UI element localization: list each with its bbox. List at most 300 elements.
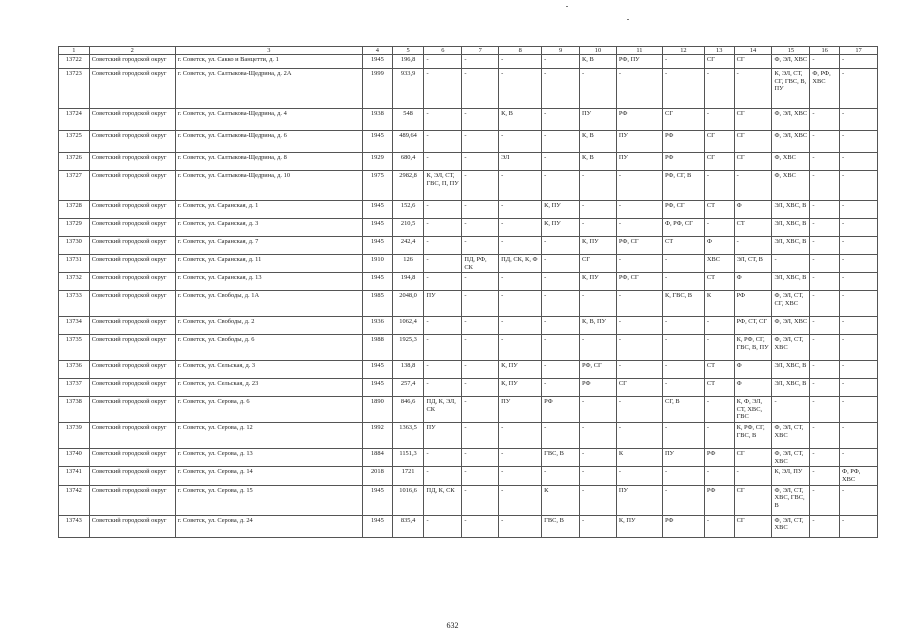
table-cell: - (840, 237, 878, 255)
table-cell: 933,9 (392, 69, 424, 109)
table-row (59, 379, 878, 397)
table-cell: 13737 (59, 379, 90, 397)
table-cell: Советский городской округ (89, 171, 175, 201)
table-cell: - (662, 361, 704, 379)
table-cell: - (662, 335, 704, 361)
table-cell: 1945 (363, 515, 393, 537)
table-cell: - (542, 273, 580, 291)
table-cell: - (704, 467, 734, 485)
table-cell: - (542, 109, 580, 131)
table-cell: СГ, В (662, 397, 704, 423)
table-cell: ПУ (424, 423, 462, 449)
table-row (59, 237, 878, 255)
table-cell: К (616, 449, 662, 467)
table-cell: - (810, 317, 840, 335)
table-cell: Ф, ЭЛ, СТ, ХВС (772, 335, 810, 361)
table-cell: - (499, 423, 542, 449)
table-cell: 846,6 (392, 397, 424, 423)
table-cell: К, ПУ (580, 237, 617, 255)
table-cell: - (662, 273, 704, 291)
table-cell: Советский городской округ (89, 515, 175, 537)
table-cell: 13723 (59, 69, 90, 109)
table-cell: СТ (704, 273, 734, 291)
table-cell: СГ (734, 515, 772, 537)
table-cell: 13731 (59, 255, 90, 273)
column-header: 14 (734, 47, 772, 55)
table-cell: Советский городской округ (89, 485, 175, 515)
table-cell: Ф, ХВС (772, 153, 810, 171)
table-cell: 13742 (59, 485, 90, 515)
table-cell: г. Советск, ул. Серова, д. 13 (175, 449, 362, 467)
table-cell: - (424, 361, 462, 379)
table-cell: - (810, 449, 840, 467)
table-cell: - (840, 171, 878, 201)
table-cell: К, ПУ (542, 201, 580, 219)
table-cell: - (499, 317, 542, 335)
table-cell: - (542, 171, 580, 201)
table-cell: - (662, 55, 704, 69)
table-cell: - (424, 219, 462, 237)
table-cell: ГВС, В (542, 449, 580, 467)
table-cell: - (704, 423, 734, 449)
table-cell: 242,4 (392, 237, 424, 255)
table-cell: г. Советск, ул. Серова, д. 14 (175, 467, 362, 485)
table-cell: 1910 (363, 255, 393, 273)
table-cell: - (810, 291, 840, 317)
column-header: 5 (392, 47, 424, 55)
table-cell: г. Советск, ул. Сельская, д. 23 (175, 379, 362, 397)
table-cell: - (704, 515, 734, 537)
table-cell: - (424, 55, 462, 69)
table-cell: - (616, 219, 662, 237)
table-cell: К, В (580, 153, 617, 171)
table-cell: - (810, 237, 840, 255)
table-cell: К, ПУ (542, 219, 580, 237)
table-cell: - (542, 335, 580, 361)
table-cell: 152,6 (392, 201, 424, 219)
table-cell: г. Советск, ул. Серова, д. 15 (175, 485, 362, 515)
table-cell: - (580, 449, 617, 467)
table-cell: 1929 (363, 153, 393, 171)
table-cell: Советский городской округ (89, 153, 175, 171)
table-cell: - (704, 109, 734, 131)
table-cell: ПД, К, СК (424, 485, 462, 515)
table-cell: Ф, ЭЛ, СТ, ХВС, ГВС, В (772, 485, 810, 515)
table-cell: Советский городской округ (89, 255, 175, 273)
table-cell: СГ (734, 131, 772, 153)
column-header: 2 (89, 47, 175, 55)
table-cell: - (810, 55, 840, 69)
table-cell: 489,64 (392, 131, 424, 153)
table-cell: - (810, 423, 840, 449)
table-cell: ЭЛ, ХВС, В (772, 237, 810, 255)
table-row (59, 171, 878, 201)
table-cell: - (462, 201, 499, 219)
table-cell: - (542, 361, 580, 379)
table-cell: - (734, 237, 772, 255)
table-cell: - (734, 69, 772, 109)
table-cell: РФ, СГ (616, 273, 662, 291)
table-cell: - (499, 201, 542, 219)
table-cell: - (462, 361, 499, 379)
table-cell: - (462, 131, 499, 153)
table-cell: Советский городской округ (89, 201, 175, 219)
table-cell: РФ, СГ (616, 237, 662, 255)
table-cell: г. Советск, ул. Салтыкова-Щедрина, д. 6 (175, 131, 362, 153)
table-cell: - (704, 317, 734, 335)
table-cell: РФ (662, 131, 704, 153)
table-cell: - (616, 317, 662, 335)
column-header: 3 (175, 47, 362, 55)
table-cell: г. Советск, ул. Саранская, д. 3 (175, 219, 362, 237)
table-header-row (59, 47, 878, 55)
table-cell: - (424, 109, 462, 131)
table-cell: - (810, 361, 840, 379)
table-cell: 1890 (363, 397, 393, 423)
table-cell: 1992 (363, 423, 393, 449)
table-cell: - (542, 317, 580, 335)
table-cell: г. Советск, ул. Салтыкова-Щедрина, д. 2А (175, 69, 362, 109)
table-cell: - (840, 273, 878, 291)
table-cell: - (810, 273, 840, 291)
table-cell: Ф (704, 237, 734, 255)
table-cell: - (616, 171, 662, 201)
table-cell: К, В (499, 109, 542, 131)
table-cell: 13728 (59, 201, 90, 219)
table-cell: РФ, СГ (580, 361, 617, 379)
table-cell: - (499, 273, 542, 291)
table-cell: - (616, 397, 662, 423)
table-body (59, 55, 878, 538)
table-cell: - (616, 335, 662, 361)
table-cell: 1945 (363, 201, 393, 219)
table-cell: Советский городской округ (89, 423, 175, 449)
table-cell: ПД, РФ, СК (462, 255, 499, 273)
table-cell: Советский городской округ (89, 273, 175, 291)
table-cell: - (704, 69, 734, 109)
table-cell: - (810, 485, 840, 515)
table-cell: - (810, 255, 840, 273)
table-cell: СГ (734, 109, 772, 131)
table-cell: - (424, 201, 462, 219)
table-cell: 138,8 (392, 361, 424, 379)
table-cell: - (840, 291, 878, 317)
table-cell: Ф, РФ, ХВС (810, 69, 840, 109)
table-cell: СГ (704, 55, 734, 69)
table-cell: ПУ (424, 291, 462, 317)
table-cell: ПУ (616, 485, 662, 515)
table-row (59, 255, 878, 273)
table-cell: г. Советск, ул. Сельская, д. 3 (175, 361, 362, 379)
table-cell: - (840, 515, 878, 537)
table-row (59, 273, 878, 291)
table-cell: - (810, 219, 840, 237)
table-cell: Ф (734, 201, 772, 219)
table-cell: Ф, ЭЛ, ХВС (772, 55, 810, 69)
table-cell: Ф, ЭЛ, ХВС (772, 317, 810, 335)
table-row (59, 485, 878, 515)
table-cell: 1363,5 (392, 423, 424, 449)
table-cell: - (704, 397, 734, 423)
table-cell: - (662, 317, 704, 335)
table-cell: 1936 (363, 317, 393, 335)
table-cell: 13733 (59, 291, 90, 317)
table-cell: Советский городской округ (89, 109, 175, 131)
table-cell: ЭЛ, ХВС, В (772, 219, 810, 237)
table-cell: - (499, 131, 542, 153)
table-cell: - (424, 255, 462, 273)
table-row (59, 131, 878, 153)
table-row (59, 335, 878, 361)
table-cell: - (542, 379, 580, 397)
table-cell: ПУ (662, 449, 704, 467)
table-cell: - (616, 361, 662, 379)
table-cell: - (542, 131, 580, 153)
table-row (59, 317, 878, 335)
table-cell: - (616, 201, 662, 219)
table-cell: 1945 (363, 485, 393, 515)
table-cell: 210,5 (392, 219, 424, 237)
table-cell: - (810, 335, 840, 361)
table-cell: К, В (580, 131, 617, 153)
table-row (59, 201, 878, 219)
table-cell: г. Советск, ул. Серова, д. 6 (175, 397, 362, 423)
table-cell: - (662, 379, 704, 397)
table-cell: 13727 (59, 171, 90, 201)
table-cell: - (462, 467, 499, 485)
table-cell: - (840, 423, 878, 449)
table-cell: - (499, 449, 542, 467)
table-cell: 1945 (363, 219, 393, 237)
table-cell: 257,4 (392, 379, 424, 397)
table-cell: 13743 (59, 515, 90, 537)
table-cell: - (499, 69, 542, 109)
table-cell: 1151,3 (392, 449, 424, 467)
table-cell: К, В, ПУ (580, 317, 617, 335)
table-cell: 13741 (59, 467, 90, 485)
table-cell: - (840, 255, 878, 273)
table-cell: - (462, 55, 499, 69)
table-cell: - (840, 361, 878, 379)
table-cell: - (810, 171, 840, 201)
table-cell: ПУ (499, 397, 542, 423)
table-cell: - (462, 485, 499, 515)
table-cell: ПД, СК, К, Ф (499, 255, 542, 273)
table-cell: - (499, 335, 542, 361)
table-cell: РФ (734, 291, 772, 317)
table-row (59, 467, 878, 485)
table-cell: Ф, ЭЛ, ХВС (772, 131, 810, 153)
table-cell: - (772, 255, 810, 273)
table-cell: ЭЛ, ХВС, В (772, 361, 810, 379)
table-cell: - (424, 237, 462, 255)
table-cell: - (580, 515, 617, 537)
table-cell: г. Советск, ул. Серова, д. 24 (175, 515, 362, 537)
table-cell: СТ (704, 379, 734, 397)
table-row (59, 109, 878, 131)
table-cell: 548 (392, 109, 424, 131)
table-cell: - (840, 201, 878, 219)
table-cell: - (704, 171, 734, 201)
table-cell: Советский городской округ (89, 397, 175, 423)
table-cell: - (462, 171, 499, 201)
table-row (59, 515, 878, 537)
table-cell: РФ (704, 449, 734, 467)
table-cell: - (810, 131, 840, 153)
table-cell: Ф, ЭЛ, СТ, ХВС (772, 449, 810, 467)
table-cell: Ф, ЭЛ, СТ, ХВС (772, 423, 810, 449)
table-cell: 1016,6 (392, 485, 424, 515)
table-cell: ЭЛ (499, 153, 542, 171)
table-cell: 194,8 (392, 273, 424, 291)
table-cell: - (462, 273, 499, 291)
table-cell: - (424, 69, 462, 109)
table-cell: К, ПУ (499, 361, 542, 379)
table-cell: - (662, 255, 704, 273)
table-cell: ГВС, В (542, 515, 580, 537)
table-cell: - (734, 467, 772, 485)
table-cell: СГ (580, 255, 617, 273)
table-cell: К (542, 485, 580, 515)
table-cell: - (580, 171, 617, 201)
table-cell: РФ (616, 109, 662, 131)
table-cell: Ф, ЭЛ, СТ, СГ, ХВС (772, 291, 810, 317)
table-row (59, 219, 878, 237)
table-cell: Советский городской округ (89, 291, 175, 317)
table-cell: - (580, 201, 617, 219)
table-cell: Ф (734, 361, 772, 379)
table-cell: Советский городской округ (89, 467, 175, 485)
table-cell: - (840, 335, 878, 361)
table-cell: - (580, 485, 617, 515)
table-cell: - (424, 379, 462, 397)
table-cell: - (616, 467, 662, 485)
table-cell: г. Советск, ул. Саранская, д. 13 (175, 273, 362, 291)
table-cell: СТ (734, 219, 772, 237)
table-cell: СГ (662, 109, 704, 131)
table-cell: - (616, 291, 662, 317)
table-cell: Ф (734, 273, 772, 291)
table-cell: - (462, 291, 499, 317)
table-cell: 1925,3 (392, 335, 424, 361)
table-cell: - (810, 515, 840, 537)
table-cell: - (499, 291, 542, 317)
table-cell: Советский городской округ (89, 317, 175, 335)
table-cell: ПУ (616, 131, 662, 153)
table-cell: СТ (662, 237, 704, 255)
table-cell: - (499, 219, 542, 237)
table-row (59, 55, 878, 69)
table-cell: РФ, СГ (662, 201, 704, 219)
table-cell: СГ (704, 153, 734, 171)
table-cell: - (462, 379, 499, 397)
table-cell: - (580, 467, 617, 485)
column-header: 17 (840, 47, 878, 55)
column-header: 7 (462, 47, 499, 55)
table-cell: РФ (662, 153, 704, 171)
table-cell: г. Советск, ул. Свободы, д. 6 (175, 335, 362, 361)
table-cell: - (542, 55, 580, 69)
table-cell: РФ, СТ, СГ (734, 317, 772, 335)
scan-speck (566, 6, 568, 7)
table-cell: - (810, 153, 840, 171)
table-row (59, 361, 878, 379)
table-cell: - (462, 219, 499, 237)
table-cell: ПД, К, ЭЛ, СК (424, 397, 462, 423)
table-cell: - (462, 449, 499, 467)
table-cell: г. Советск, ул. Саранская, д. 7 (175, 237, 362, 255)
column-header: 12 (662, 47, 704, 55)
table-cell: РФ, ПУ (616, 55, 662, 69)
table-cell: К (704, 291, 734, 317)
table-cell: 13740 (59, 449, 90, 467)
table-cell: 2018 (363, 467, 393, 485)
table-cell: Советский городской округ (89, 69, 175, 109)
table-cell: Ф, ЭЛ, СТ, ХВС (772, 515, 810, 537)
table-cell: Советский городской округ (89, 219, 175, 237)
table-cell: - (840, 379, 878, 397)
table-cell: 1945 (363, 55, 393, 69)
table-cell: Советский городской округ (89, 449, 175, 467)
table-cell: - (462, 397, 499, 423)
column-header: 16 (810, 47, 840, 55)
table-cell: 13736 (59, 361, 90, 379)
table-cell: 13735 (59, 335, 90, 361)
table-cell: - (499, 171, 542, 201)
table-cell: - (424, 131, 462, 153)
table-cell: - (662, 467, 704, 485)
table-cell: - (542, 467, 580, 485)
table-cell: 126 (392, 255, 424, 273)
table-cell: 1938 (363, 109, 393, 131)
table-cell: - (840, 55, 878, 69)
table-cell: - (840, 69, 878, 109)
table-cell: 1999 (363, 69, 393, 109)
column-header: 8 (499, 47, 542, 55)
table-cell: 13726 (59, 153, 90, 171)
table-cell: г. Советск, ул. Саранская, д. 11 (175, 255, 362, 273)
table-cell: 13722 (59, 55, 90, 69)
table-cell: - (810, 201, 840, 219)
table-cell: г. Советск, ул. Салтыкова-Щедрина, д. 10 (175, 171, 362, 201)
table-cell: СТ (704, 361, 734, 379)
page-number: 632 (446, 621, 459, 630)
table-cell: Ф (734, 379, 772, 397)
table-cell: РФ (704, 485, 734, 515)
table-cell: ЭЛ, ХВС, В (772, 201, 810, 219)
table-cell: К, ПУ (616, 515, 662, 537)
table-cell: - (616, 69, 662, 109)
table-cell: - (810, 397, 840, 423)
table-row (59, 423, 878, 449)
table-cell: Советский городской округ (89, 237, 175, 255)
table-cell: 1945 (363, 273, 393, 291)
table-cell: - (662, 69, 704, 109)
table-cell: - (462, 237, 499, 255)
table-row (59, 449, 878, 467)
table-cell: РФ (580, 379, 617, 397)
table-cell: - (462, 515, 499, 537)
table-cell: - (840, 449, 878, 467)
table-row (59, 291, 878, 317)
table-cell: - (462, 423, 499, 449)
table-cell: К, ЭЛ, СТ, ГВС, П, ПУ (424, 171, 462, 201)
table-cell: 2048,0 (392, 291, 424, 317)
table-cell: - (499, 485, 542, 515)
table-cell: - (542, 153, 580, 171)
table-cell: - (542, 291, 580, 317)
table-cell: 1988 (363, 335, 393, 361)
